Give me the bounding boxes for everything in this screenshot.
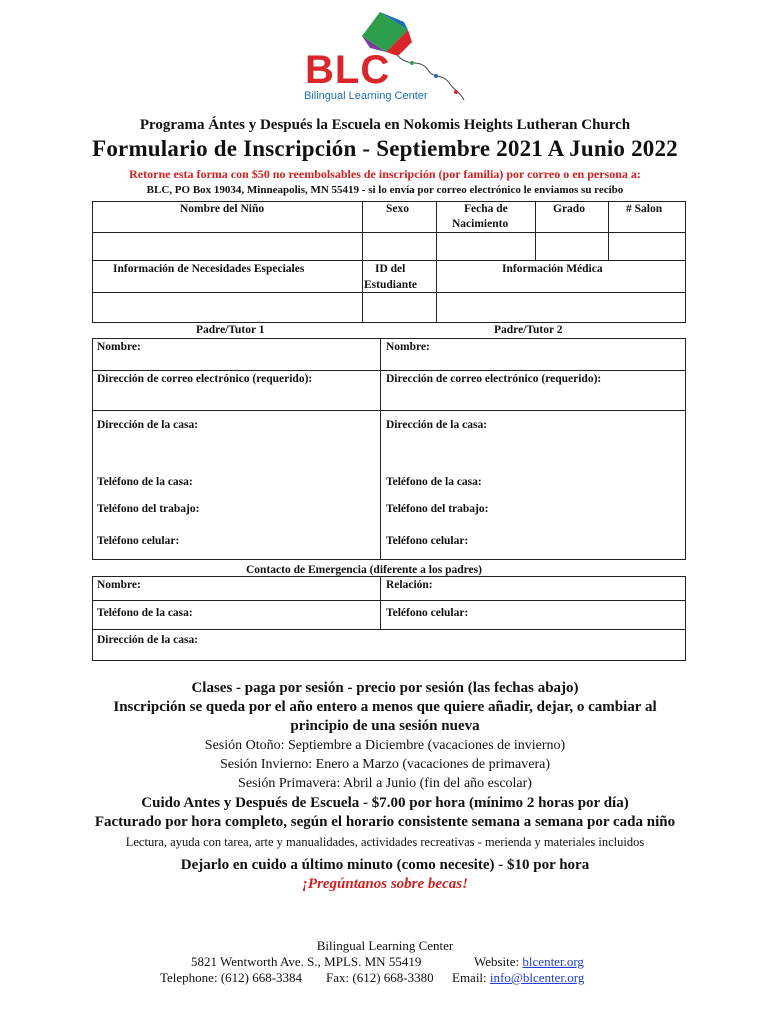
parent1-email-field[interactable]: Dirección de correo electrónico (requerido):	[97, 373, 313, 385]
student-id-header-1: ID del	[375, 263, 406, 275]
program-heading: Programa Ántes y Después la Escuela en Nokomis Heights Lutheran Church	[139, 117, 631, 133]
parent1-address-field[interactable]: Dirección de la casa:	[97, 419, 199, 431]
emergency-divider	[380, 576, 381, 629]
parent2-name-field[interactable]: Nombre:	[386, 341, 430, 353]
sex-input[interactable]	[363, 233, 435, 259]
spring-session: Sesión Primavera: Abril a Junio (fin del año escolar)	[238, 776, 532, 791]
emergency-name-field[interactable]: Nombre:	[97, 579, 141, 591]
child-name-input[interactable]	[93, 233, 361, 259]
classes-line: Clases - paga por sesión - precio por sesión (las fechas abajo)	[191, 680, 579, 696]
special-needs-header: Información de Necesidades Especiales	[113, 263, 305, 275]
parent2-home-phone-field[interactable]: Teléfono de la casa:	[386, 476, 482, 488]
website-link[interactable]: blcenter.org	[522, 954, 584, 969]
parents-divider	[380, 338, 381, 560]
grade-header: Grado	[553, 203, 585, 215]
emergency-heading: Contacto de Emergencia (diferente a los padres)	[246, 564, 482, 576]
activities-note: Lectura, ayuda con tarea, arte y manualidades, actividades recreativas - merienda y materiales incluidos	[125, 835, 645, 849]
footer-street: 5821 Wentworth Ave. S., MPLS. MN 55419	[191, 954, 422, 969]
room-header: # Salon	[626, 203, 663, 215]
kite-bow	[410, 61, 414, 65]
sex-header: Sexo	[386, 203, 409, 215]
parent1-heading: Padre/Tutor 1	[196, 324, 265, 336]
last-minute-rate: Dejarlo en cuido a último minuto (como necesite) - $10 por hora	[180, 857, 590, 873]
return-note: Retorne esta forma con $50 no reembolsables de inscripción (por familia) por correo o en persona a:	[129, 167, 641, 181]
scholarship-note: ¡Pregúntanos sobre becas!	[302, 876, 468, 892]
emergency-cell-phone-field[interactable]: Teléfono celular:	[386, 607, 469, 619]
child-name-header: Nombre del Niño	[180, 203, 265, 215]
parent1-name-field[interactable]: Nombre:	[97, 341, 141, 353]
special-needs-input[interactable]	[93, 293, 361, 322]
care-rate: Cuido Antes y Después de Escuela - $7.00 por hora (mínimo 2 horas por día)	[141, 795, 629, 811]
footer-telephone: Telephone: (612) 668-3384	[160, 970, 303, 985]
medical-header: Información Médica	[502, 263, 603, 275]
medical-input[interactable]	[437, 293, 685, 322]
parent2-work-phone-field[interactable]: Teléfono del trabajo:	[386, 503, 489, 515]
parents-table	[92, 338, 686, 560]
parent1-work-phone-field[interactable]: Teléfono del trabajo:	[97, 503, 200, 515]
footer-fax: Fax: (612) 668-3380	[326, 970, 434, 985]
emergency-divider	[92, 600, 686, 601]
parent2-email-field[interactable]: Dirección de correo electrónico (requerido):	[386, 373, 602, 385]
student-id-input[interactable]	[363, 293, 435, 322]
email-link[interactable]: info@blcenter.org	[489, 970, 585, 985]
logo-subtitle: Bilingual Learning Center	[304, 90, 428, 102]
parent1-home-phone-field[interactable]: Teléfono de la casa:	[97, 476, 193, 488]
winter-session: Sesión Invierno: Enero a Marzo (vacaciones de primavera)	[219, 757, 551, 772]
parent2-cell-phone-field[interactable]: Teléfono celular:	[386, 535, 469, 547]
birth-header-1: Fecha de	[464, 203, 508, 215]
footer-org: Bilingual Learning Center	[316, 938, 454, 953]
birthdate-input[interactable]	[437, 233, 534, 259]
parents-divider	[92, 370, 686, 371]
enrollment-line-1: Inscripción se queda por el año entero a menos que quiere añadir, dejar, o cambiar al	[113, 699, 657, 715]
enrollment-line-2: principio de una sesión nueva	[290, 718, 480, 734]
grade-input[interactable]	[536, 233, 607, 259]
emergency-address-field[interactable]: Dirección de la casa:	[97, 634, 199, 646]
table-divider	[92, 260, 686, 261]
fall-session: Sesión Otoño: Septiembre a Diciembre (vacaciones de invierno)	[204, 738, 566, 753]
footer-website	[474, 954, 584, 970]
website-label: Website:	[474, 954, 520, 969]
birth-header-2: Nacimiento	[452, 218, 509, 230]
emergency-home-phone-field[interactable]: Teléfono de la casa:	[97, 607, 193, 619]
footer-email	[452, 970, 584, 986]
parent1-cell-phone-field[interactable]: Teléfono celular:	[97, 535, 180, 547]
emergency-divider	[92, 629, 686, 630]
billing-note: Facturado por hora completo, según el horario consistente semana a semana por cada niño	[94, 814, 676, 830]
mailing-address: BLC, PO Box 19034, Minneapolis, MN 55419 - si lo envía por correo electrónico le enviamos su recibo	[146, 184, 624, 196]
parents-divider	[92, 410, 686, 411]
email-label: Email:	[452, 970, 487, 985]
kite-bow	[434, 74, 438, 78]
form-title: Formulario de Inscripción - Septiembre 2021 A Junio 2022	[92, 136, 678, 161]
kite-bow	[454, 90, 458, 94]
parent2-address-field[interactable]: Dirección de la casa:	[386, 419, 488, 431]
room-input[interactable]	[609, 233, 685, 259]
parent2-heading: Padre/Tutor 2	[494, 324, 563, 336]
emergency-relation-field[interactable]: Relación:	[386, 579, 433, 591]
student-id-header-2: Estudiante	[364, 279, 418, 291]
logo-brand: BLC	[305, 48, 391, 92]
